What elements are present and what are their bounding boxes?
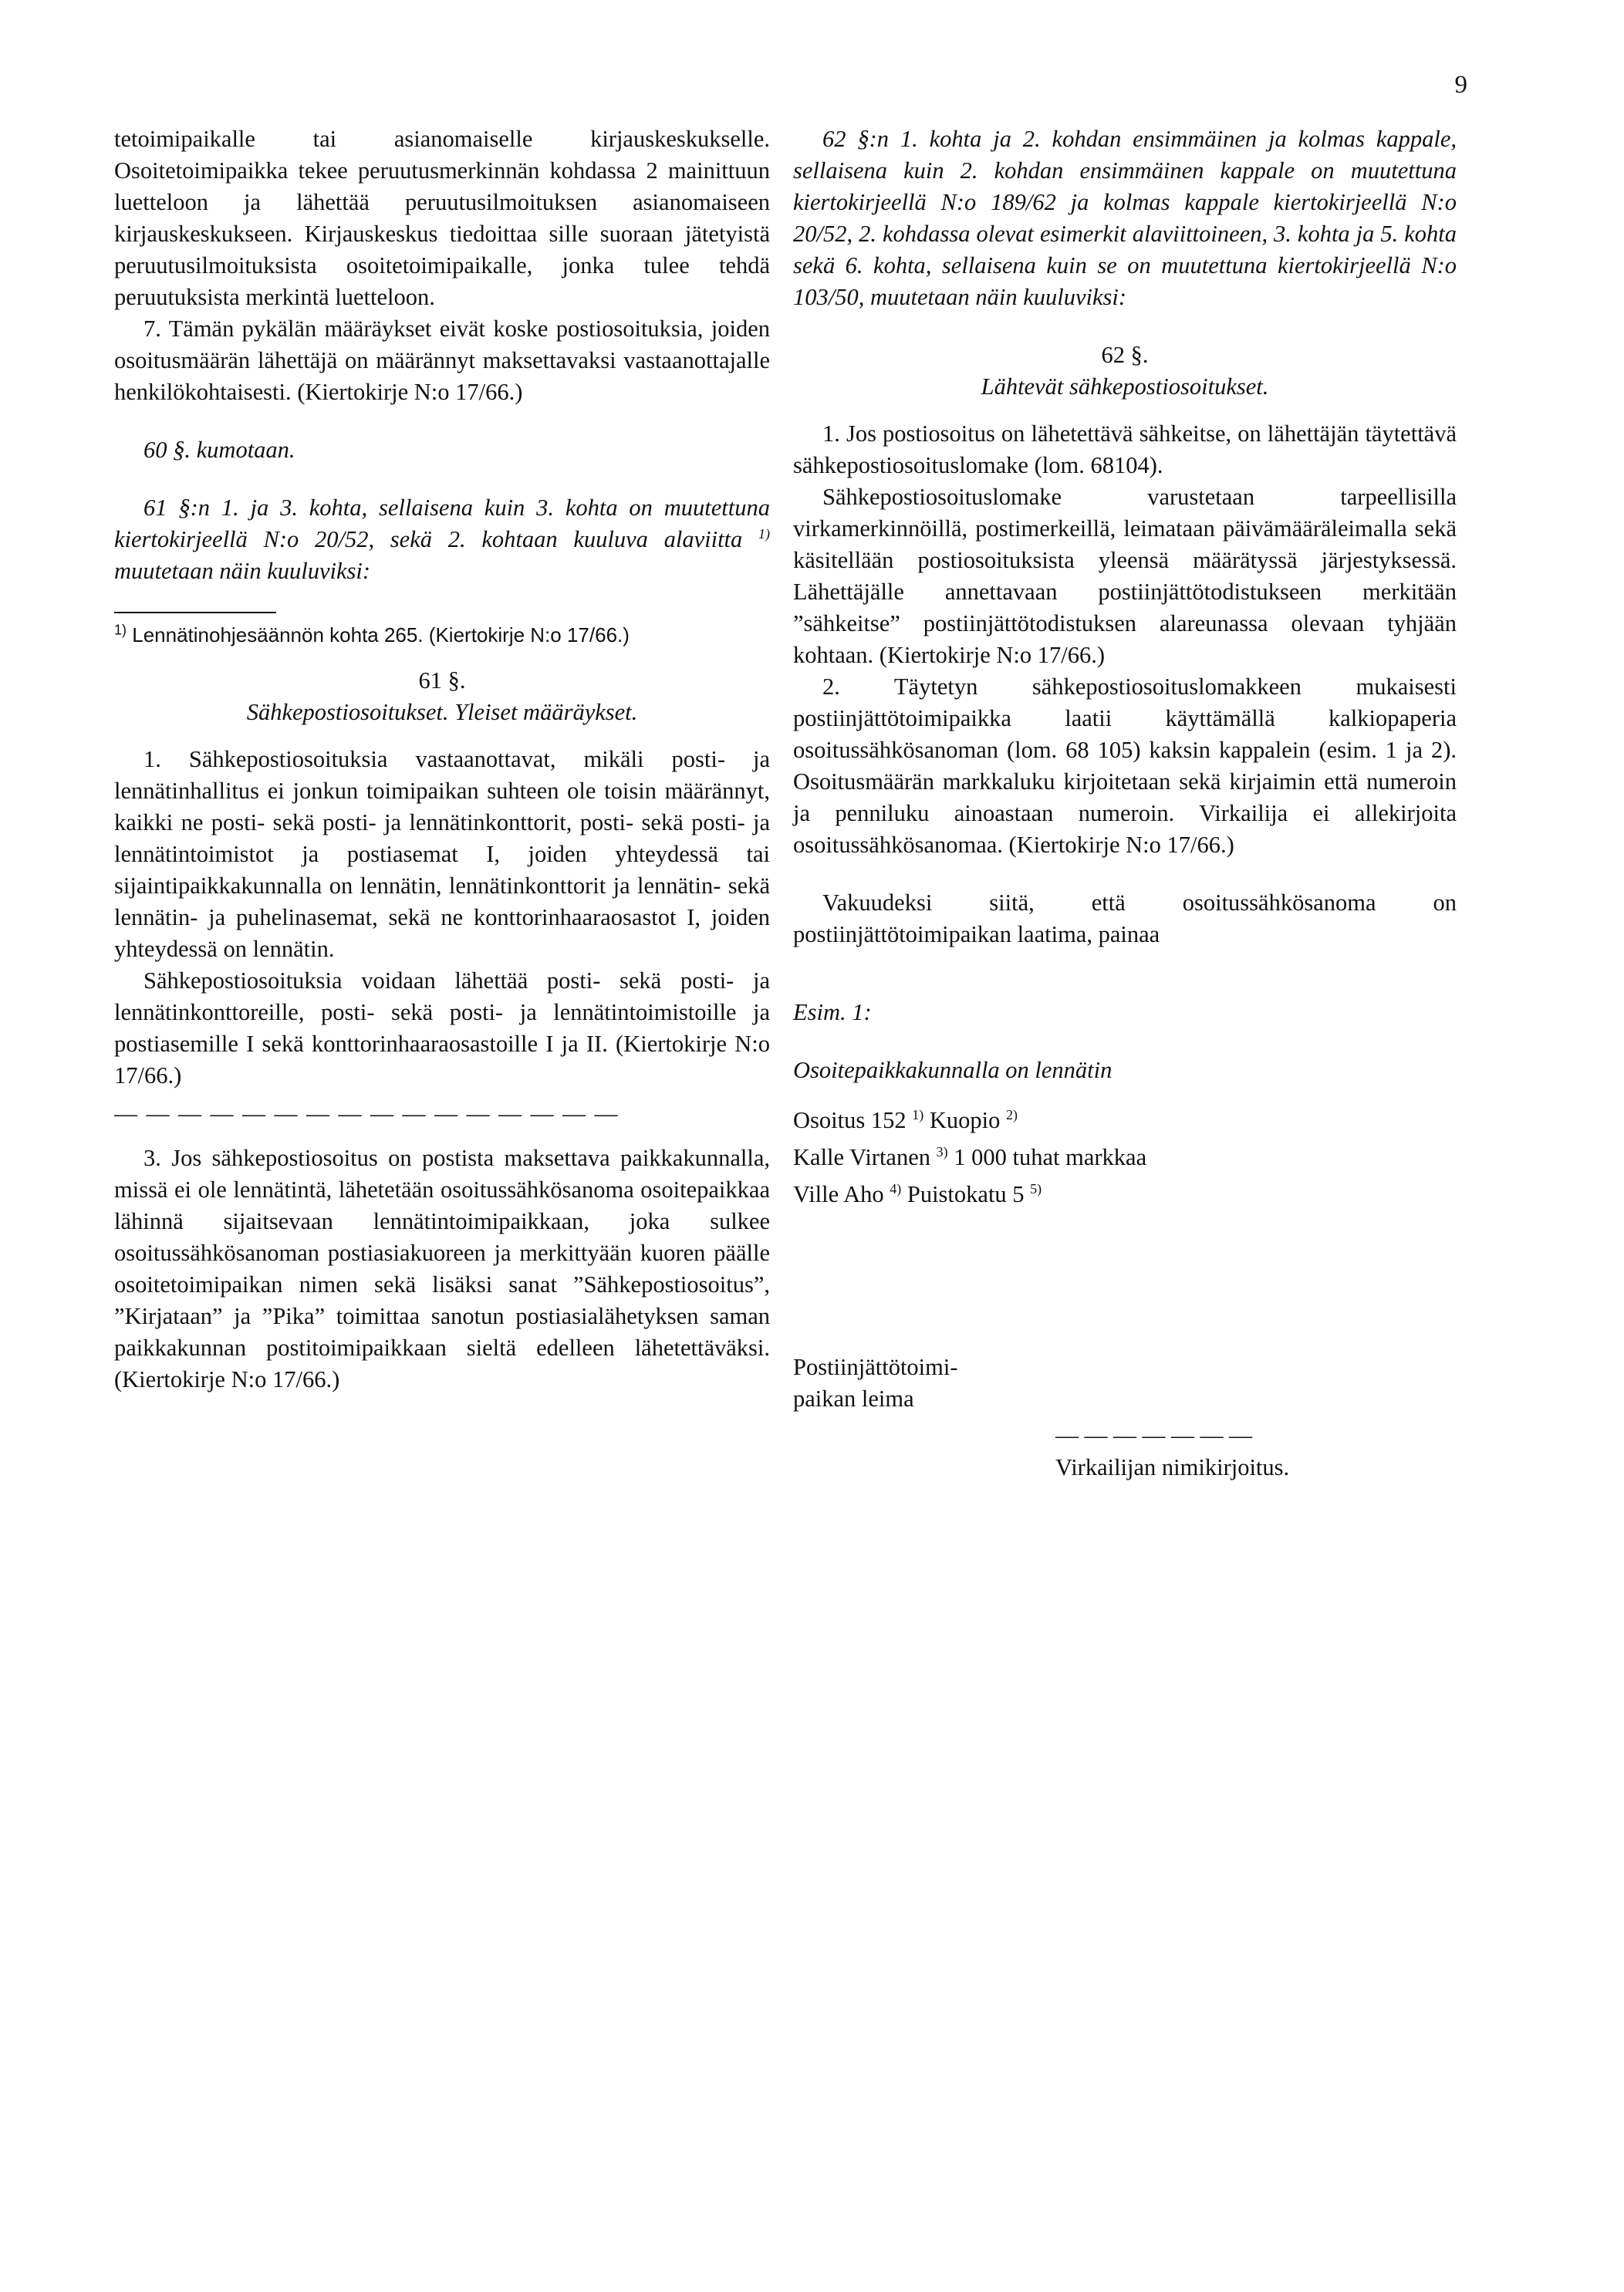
section-61-title: Sähkepostiosoitukset. Yleiset määräykset. [246,699,638,725]
page-number: 9 [1454,71,1467,99]
example-city: Kuopio [929,1107,1001,1133]
example-line-1 [793,1102,1457,1139]
example-mark-5: 5) [1030,1180,1042,1197]
section-62-title: Lähtevät sähkepostiosoitukset. [981,373,1269,400]
example-recipient: Kalle Virtanen [793,1144,930,1170]
section-62-heading: 62 §. [1101,342,1149,368]
paragraph-continuation: tetoimipaikalle tai asianomaiselle kirjauskeskukselle. Osoitetoimipaikka tekee peruutusmerkinnän kohdassa 2 mainittuun luetteloon ja lähettää peruutusilmoituksen asianomaiseen kirjauskeskukseen. Kirjauskeskus tiedoittaa sille suoraan jätetyistä peruutusilmoituksista osoitetoimipaikalle, jonka tulee tehdä peruutuksista merkintä luetteloon. [114,126,770,310]
paragraph-62-2b: Vakuudeksi siitä, että osoitussähkösanoma on postiinjättötoimipaikan laatima, painaa [793,889,1457,947]
omission-dashes: — — — — — — — — — — — — — — — — [114,1101,620,1126]
paragraph-61-1: 1. Sähkepostiosoituksia vastaanottavat, mikäli posti- ja lennätinhallitus ei jonkun toimipaikan suhteen ole toisin määrännyt, kaikki ne posti- sekä posti- ja lennätinkonttorit, posti- sekä posti- ja lennätintoimistot ja postiasemat I, joiden yhteydessä tai sijaintipaikkakunnalla on lennätin, lennätinkonttorit ja lennätin- sekä lennätin- ja puhelinasemat, sekä ne konttorinhaaraosastot I, joiden yhteydessä on lennätin. [114,746,770,962]
example-telegram [793,1102,1457,1213]
example-amount-label: Osoitus 152 [793,1107,907,1133]
signature-caption: Virkailijan nimikirjoitus. [1055,1454,1290,1480]
paragraph-62-2: 2. Täytetyn sähkepostiosoituslomakkeen mukaisesti postiinjättötoimipaikka laatii käyttämällä kalkiopaperia osoitussähkösanoman (lom. 68 105) kaksin kappalein (esim. 1 ja 2). Osoitusmäärän markkaluku kirjoitetaan sekä kirjaimin että numeroin ja penniluku ainoastaan numeroin. Virkailija ei allekirjoita osoitussähkösanomaa. (Kiertokirje N:o 17/66.) [793,673,1457,858]
footnote-ref: 1) [758,525,771,542]
right-column [793,123,1457,1484]
amendment-62-intro: 62 §:n 1. kohta ja 2. kohdan ensimmäinen ja kolmas kappale, sellaisena kuin 2. kohdan ensimmäinen kappale on muutettuna kiertokirjeellä N:o 189/62 ja kolmas kappale kiertokirjeellä N:o 20/52, 2. kohdassa olevat esimerkit alaviittoineen, 3. kohta ja 5. kohta sekä 6. kohta, sellaisena kuin se on muutettuna kiertokirjeellä N:o 103/50, muutetaan näin kuuluviksi: [793,126,1457,310]
paragraph-61-3: 3. Jos sähkepostiosoitus on postista maksettava paikkakunnalla, missä ei ole lennätintä, lähetetään osoitussähkösanoma osoitepaikkaa lähinnä sijaitsevaan lennätintoimipaikkaan, joka sulkee osoitussähkösanoman postiasiakuoreen ja merkittyään kuoren päälle osoitetoimipaikan nimen sekä lisäksi sanat ”Sähkepostiosoitus”, ”Kirjataan” ja ”Pika” toimittaa sanotun postiasialähetyksen saman paikkakunnan postitoimipaikkaan sieltä edelleen lähetettäväksi. (Kiertokirje N:o 17/66.) [114,1145,770,1392]
paragraph-item-7: 7. Tämän pykälän määräykset eivät koske postiosoituksia, joiden osoitusmäärän lähettäjä on määrännyt maksettavaksi vastaanottajalle henkilökohtaisesti. (Kiertokirje N:o 17/66.) [114,316,770,405]
stamp-label-line-2: paikan leima [793,1386,914,1412]
example-sender: Ville Aho [793,1181,884,1207]
section-61-heading: 61 §. [418,667,466,694]
amendment-61-text: 61 §:n 1. ja 3. kohta, sellaisena kuin 3. kohta on muutettuna kiertokirjeellä N:o 20/52, sekä 2. kohtaan kuuluva alaviitta [114,495,770,552]
paragraph-62-1b: Sähkepostiosoituslomake varustetaan tarpeellisilla virkamerkinnöillä, postimerkeillä, leimataan päivämääräleimalla sekä käsitellään postiosoituksista yleensä määrätyssä järjestyksessä. Lähettäjälle annettavaan postiinjättötodistukseen merkitään ”sähkeitse” postiinjättötodistuksen alareunassa olevaan tyhjään kohtaan. (Kiertokirje N:o 17/66.) [793,484,1457,668]
stamp-label-line-1: Postiinjättötoimi- [793,1354,958,1380]
example-mark-4: 4) [890,1180,902,1197]
footnote-text: Lennätinohjesäännön kohta 265. (Kiertokirje N:o 17/66.) [132,623,630,646]
amendment-61-end: muutetaan näin kuuluviksi: [114,558,371,584]
paragraph-61-1b: Sähkepostiosoituksia voidaan lähettää posti- sekä posti- ja lennätinkonttoreille, posti- sekä posti- ja lennätintoimistoille ja postiasemille I sekä konttorinhaaraosastoille I ja II. (Kiertokirje N:o 17/66.) [114,967,770,1089]
example-amount-words: 1 000 tuhat markkaa [954,1144,1147,1170]
example-mark-2: 2) [1005,1106,1018,1122]
section-60-repealed: 60 §. kumotaan. [143,437,295,463]
signature-line: — — — — — — — [1055,1423,1252,1448]
example-address: Puistokatu 5 [907,1181,1025,1207]
footnote-mark: 1) [114,622,127,638]
example-line-2 [793,1139,1457,1176]
left-column [114,123,770,1396]
paragraph-62-1: 1. Jos postiosoitus on lähetettävä sähkeitse, on lähettäjän täytettävä sähkepostiosoituslomake (lom. 68104). [793,420,1457,478]
footnote-divider [114,612,276,613]
example-mark-1: 1) [912,1106,924,1122]
amendment-61-intro [114,492,770,587]
example-line-3 [793,1176,1457,1213]
stamp-label [793,1352,1457,1415]
example-label: Esim. 1: [793,999,872,1025]
example-mark-3: 3) [936,1143,948,1160]
footnote [114,621,770,650]
example-title: Osoitepaikkakunnalla on lennätin [793,1057,1112,1083]
